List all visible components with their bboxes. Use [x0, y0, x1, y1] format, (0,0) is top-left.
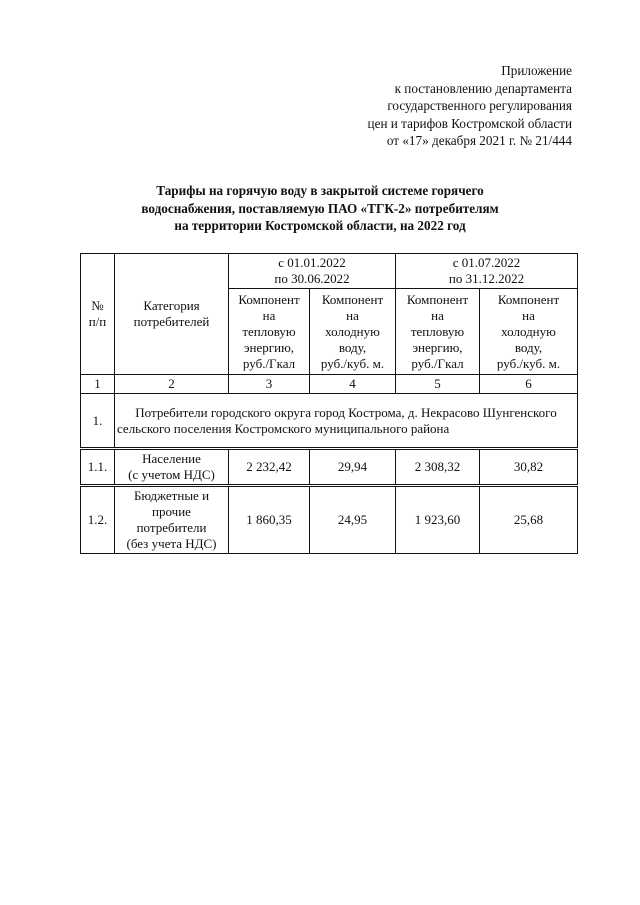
group-num: 1.	[81, 394, 115, 449]
title-line: Тарифы на горячую воду в закрытой системе горячего	[156, 183, 484, 198]
group-row	[81, 394, 578, 449]
header-num: № п/п	[81, 254, 115, 375]
table-header-row	[81, 254, 578, 289]
header-cold-component: Компонент на холодную воду, руб./куб. м.	[310, 289, 396, 375]
appendix-line: цен и тарифов Костромской области	[367, 115, 572, 131]
document-title	[0, 182, 640, 235]
row-value: 2 308,32	[396, 449, 480, 486]
appendix-header	[368, 62, 572, 150]
table-row	[81, 486, 578, 554]
column-number: 2	[115, 375, 229, 394]
row-value: 2 232,42	[229, 449, 310, 486]
row-num: 1.2.	[81, 486, 115, 554]
appendix-line: государственного регулирования	[387, 98, 572, 113]
column-numbers-row	[81, 375, 578, 394]
column-number: 3	[229, 375, 310, 394]
row-value: 29,94	[310, 449, 396, 486]
row-category: Бюджетные и прочие потребители (без учета НДС)	[115, 486, 229, 554]
row-value: 30,82	[480, 449, 578, 486]
column-number: 6	[480, 375, 578, 394]
column-number: 4	[310, 375, 396, 394]
row-num: 1.1.	[81, 449, 115, 486]
tariff-table	[80, 253, 578, 554]
column-number: 5	[396, 375, 480, 394]
appendix-line: Приложение	[501, 63, 572, 78]
appendix-line: к постановлению департамента	[394, 80, 572, 96]
row-value: 1 860,35	[229, 486, 310, 554]
title-line: водоснабжения, поставляемую ПАО «ТГК-2» потребителям	[141, 200, 499, 216]
header-heat-component: Компонент на тепловую энергию, руб./Гкал	[396, 289, 480, 375]
column-number: 1	[81, 375, 115, 394]
title-line: на территории Костромской области, на 2022 год	[174, 218, 466, 233]
row-value: 24,95	[310, 486, 396, 554]
table-row	[81, 449, 578, 486]
header-period-1: с 01.01.2022 по 30.06.2022	[229, 254, 396, 289]
header-cold-component: Компонент на холодную воду, руб./куб. м.	[480, 289, 578, 375]
header-period-2: с 01.07.2022 по 31.12.2022	[396, 254, 578, 289]
row-category: Население (с учетом НДС)	[115, 449, 229, 486]
group-description: Потребители городского округа город Кострома, д. Некрасово Шунгенского сельского поселения Костромского муниципального района	[115, 394, 578, 449]
row-value: 25,68	[480, 486, 578, 554]
header-heat-component: Компонент на тепловую энергию, руб./Гкал	[229, 289, 310, 375]
appendix-line: от «17» декабря 2021 г. № 21/444	[386, 133, 572, 148]
header-category: Категория потребителей	[115, 254, 229, 375]
row-value: 1 923,60	[396, 486, 480, 554]
